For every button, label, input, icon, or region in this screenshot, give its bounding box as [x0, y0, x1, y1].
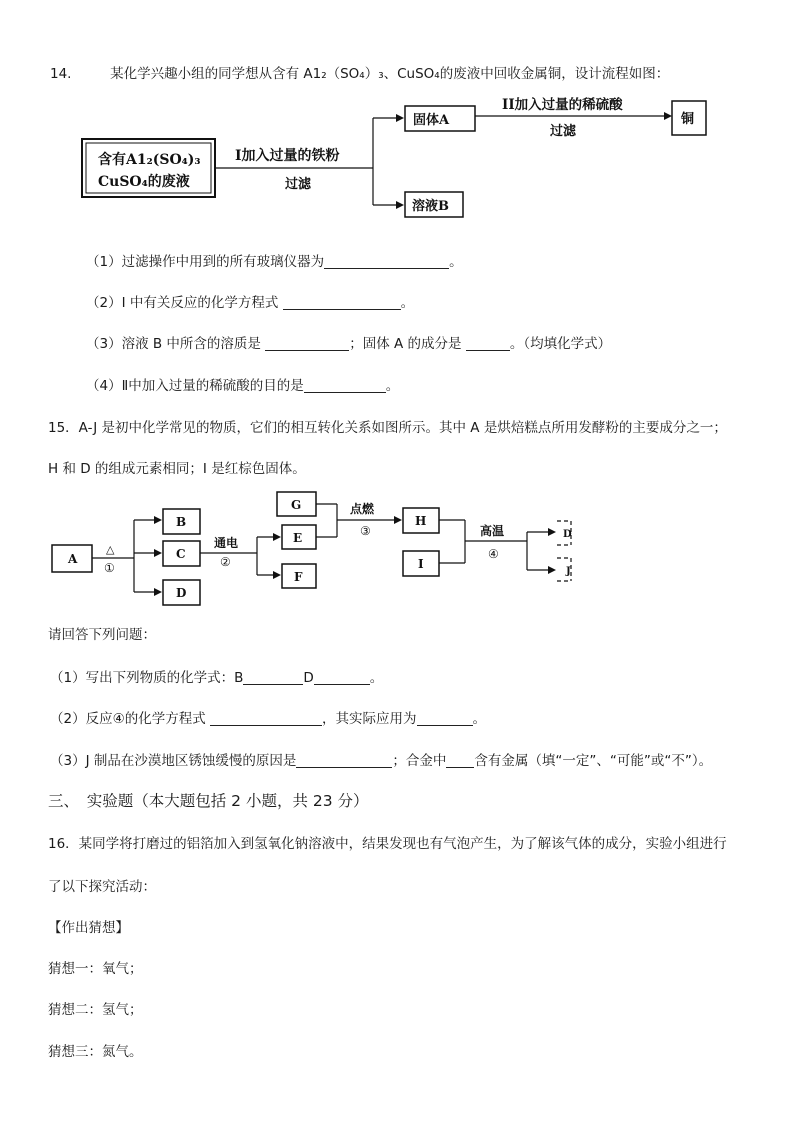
q15-sub2-blank2[interactable] [417, 711, 473, 726]
q15-step2: ② [220, 555, 231, 569]
q15-b: B [176, 515, 187, 529]
q15-c: C [176, 547, 186, 561]
section3-heading: 三、 实验题（本大题包括 2 小题，共 23 分） [48, 792, 369, 810]
q15-line2: H 和 D 的组成元素相同；I 是红棕色固体。 [48, 461, 306, 477]
q14-step2-label: II加入过量的稀硫酸 [502, 97, 623, 113]
q14-sub4: （4）Ⅱ中加入过量的稀硫酸的目的是 。 [86, 378, 400, 394]
q14-sub1: （1）过滤操作中用到的所有玻璃仪器为 。 [86, 254, 463, 270]
q14-source-line2: CuSO₄的废液 [98, 174, 190, 190]
q15-g: G [291, 498, 302, 512]
q14-step1-sub: 过滤 [285, 177, 312, 192]
q15-step3: ③ [360, 524, 371, 538]
q15-step4: ④ [488, 547, 499, 561]
q15-sub3-blank2[interactable] [446, 753, 474, 768]
q14-source-line1: 含有A1₂(SO₄)₃ [98, 152, 201, 168]
q15-high-temp: 高温 [480, 524, 505, 538]
q15-electrolysis: 通电 [214, 536, 239, 550]
q15-sub2: （2）反应④的化学方程式 ，其实际应用为 。 [50, 711, 486, 727]
q15-a: A [68, 552, 78, 566]
q14-step2-sub: 过滤 [550, 124, 577, 139]
q15-sub1: （1）写出下列物质的化学式：B D 。 [50, 670, 384, 686]
q14-solid-a: 固体A [413, 113, 450, 128]
q15-ignite: 点燃 [350, 502, 375, 516]
q15-sub3: （3）J 制品在沙漠地区锈蚀缓慢的原因是 ；合金中 含有金属（填“一定”、“可能”或“不”）。 [50, 753, 713, 769]
q14-stem: 某化学兴趣小组的同学想从含有 A1₂（SO₄）₃、CuSO₄的废液中回收金属铜，设计流程如图： [110, 66, 670, 82]
q15-e: E [293, 531, 303, 545]
q15-sub2-blank1[interactable] [210, 711, 322, 726]
q14-step1-label: I加入过量的铁粉 [235, 148, 340, 164]
q16-line2: 了以下探究活动： [48, 879, 156, 895]
q15-line1: 15．A-J 是初中化学常见的物质，它们的相互转化关系如图所示。其中 A 是烘焙糕点所用发酵粉的主要成分之一； [48, 420, 727, 436]
q16-guess3: 猜想三：氮气。 [48, 1044, 143, 1060]
q15-sub1-blank-d[interactable] [314, 670, 370, 685]
q15-f: F [294, 570, 303, 584]
q16-guess-heading: 【作出猜想】 [48, 920, 129, 936]
q14-number: 14. [50, 66, 72, 82]
q15-step1: ① [104, 561, 115, 575]
q16-guess1: 猜想一：氧气； [48, 961, 143, 977]
q15-h: H [415, 514, 427, 528]
q15-sub3-blank1[interactable] [296, 753, 392, 768]
q15-prompt: 请回答下列问题： [48, 627, 156, 643]
q15-d-result: D [563, 529, 572, 540]
q15-i: I [418, 557, 424, 571]
q14-copper: 铜 [681, 112, 695, 127]
q16-line1: 16．某同学将打磨过的铝箔加入到氢氧化钠溶液中，结果发现也有气泡产生，为了解该气体的成分，实验小组进行 [48, 836, 727, 852]
q14-sub3: （3）溶液 B 中所含的溶质是 ；固体 A 的成分是 。（均填化学式） [86, 336, 612, 352]
q14-sub2: （2）I 中有关反应的化学方程式 。 [86, 295, 415, 311]
q15-sub1-blank-b[interactable] [243, 670, 303, 685]
q15-heat: △ [106, 543, 115, 556]
q15-d: D [176, 586, 187, 600]
q16-guess2: 猜想二：氢气； [48, 1002, 143, 1018]
q14-solution-b: 溶液B [412, 199, 449, 214]
q15-j: J [566, 566, 571, 577]
